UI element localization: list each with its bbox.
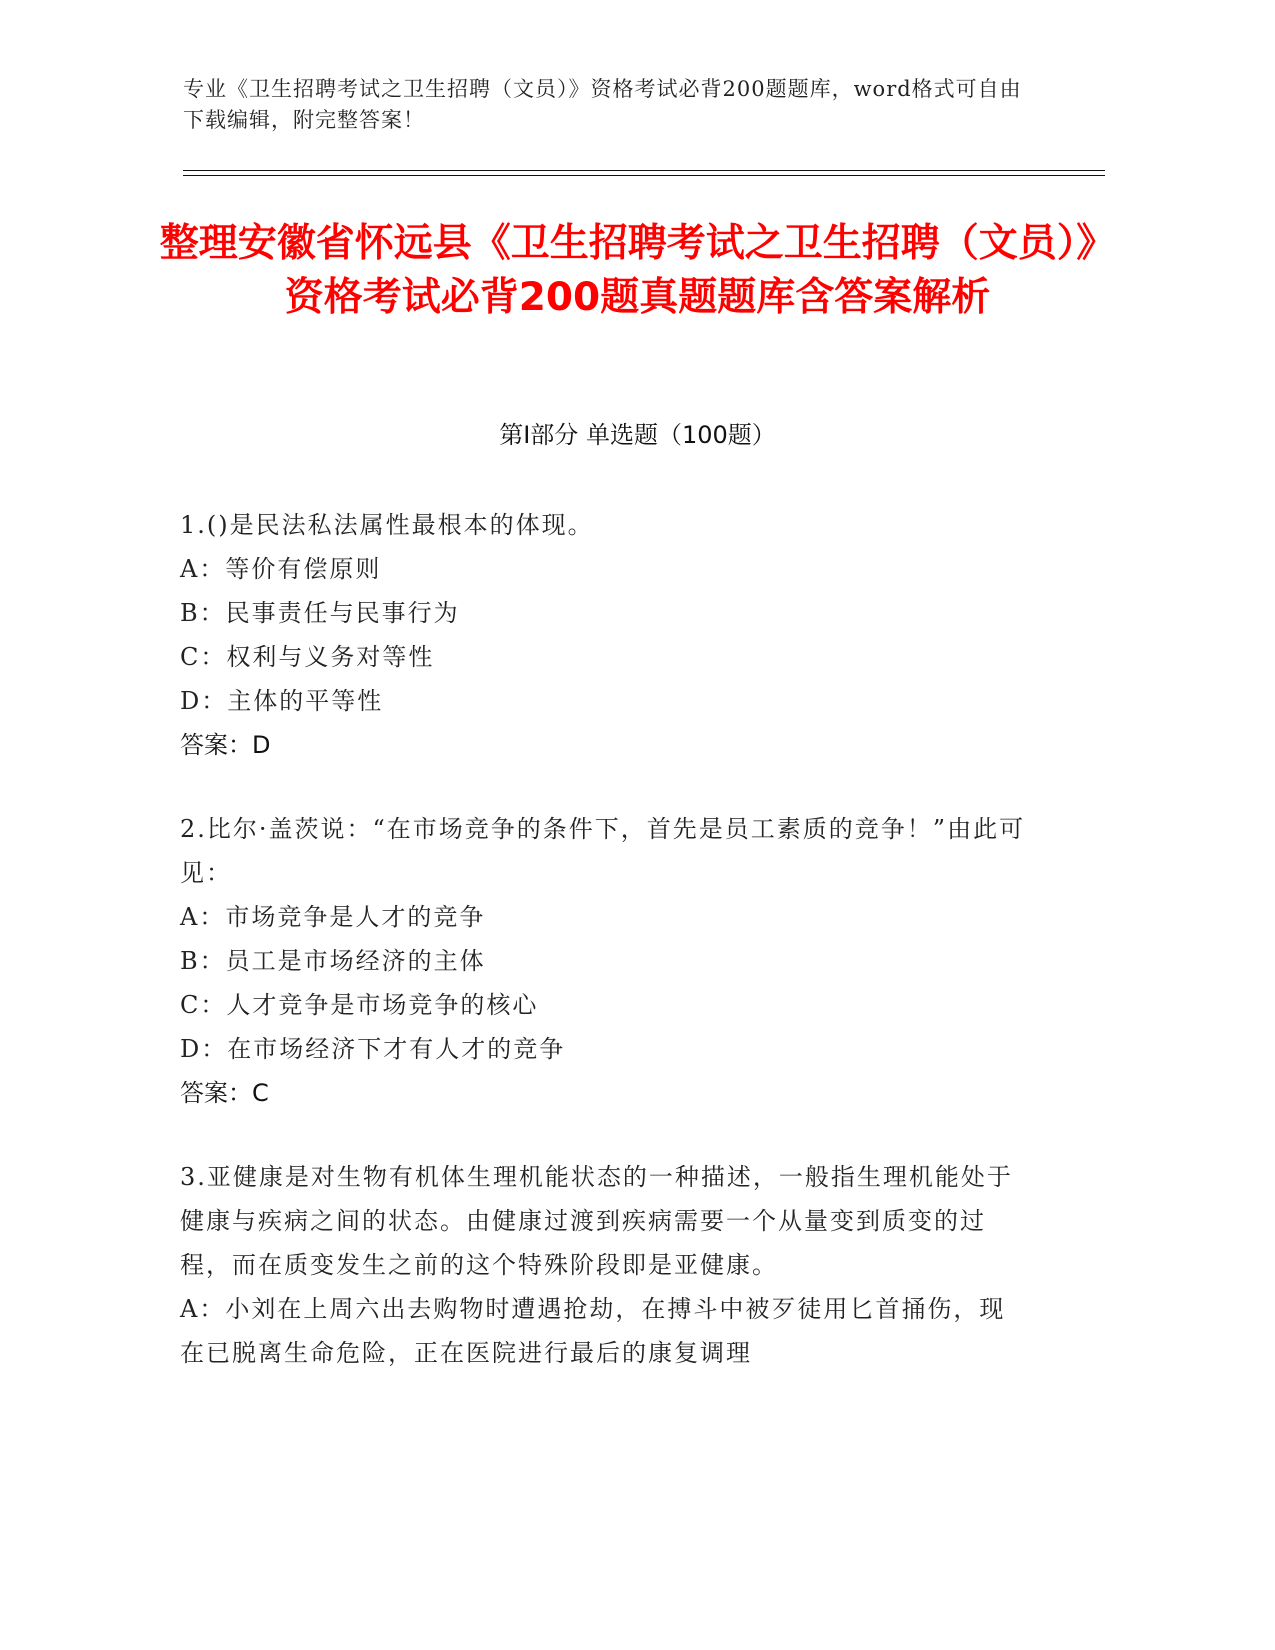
- header-divider-bottom: [183, 175, 1105, 176]
- question-stem: 3.亚健康是对生物有机体生理机能状态的一种描述，一般指生理机能处于健康与疾病之间的状态。由健康过渡到疾病需要一个从量变到质变的过程，而在质变发生之前的这个特殊阶段即是亚健康。: [180, 1163, 1013, 1279]
- option-a: A：小刘在上周六出去购物时遭遇抢劫，在搏斗中被歹徒用匕首捅伤，现在已脱离生命危险，正在医院进行最后的康复调理: [180, 1295, 1006, 1367]
- option-b: B：员工是市场经济的主体: [180, 947, 486, 975]
- header-note: 专业《卫生招聘考试之卫生招聘（文员）》资格考试必背200题题库，word格式可自由下载编辑，附完整答案！: [183, 77, 1022, 132]
- option-a: A：等价有偿原则: [180, 555, 382, 583]
- option-b: B：民事责任与民事行为: [180, 599, 460, 627]
- question-3: [180, 1155, 1030, 1375]
- question-stem: 1.()是民法私法属性最根本的体现。: [180, 511, 594, 539]
- question-2: [180, 807, 1030, 1115]
- question-stem: 2.比尔·盖茨说：“在市场竞争的条件下，首先是员工素质的竞争！”由此可见：: [180, 815, 1026, 887]
- answer-line: 答案：D: [180, 731, 271, 759]
- question-1: [180, 503, 1030, 767]
- option-c: C：权利与义务对等性: [180, 643, 435, 671]
- answer-line: 答案：C: [180, 1079, 269, 1107]
- option-a: A：市场竞争是人才的竞争: [180, 903, 486, 931]
- option-c: C：人才竞争是市场竞争的核心: [180, 991, 539, 1019]
- document-title: 整理安徽省怀远县《卫生招聘考试之卫生招聘（文员）》资格考试必背200题真题题库含答案解析: [159, 221, 1116, 320]
- header-divider-top: [183, 170, 1105, 171]
- section-heading: 第Ⅰ部分 单选题（100题）: [499, 421, 776, 449]
- option-d: D：在市场经济下才有人才的竞争: [180, 1035, 566, 1063]
- option-d: D：主体的平等性: [180, 687, 384, 715]
